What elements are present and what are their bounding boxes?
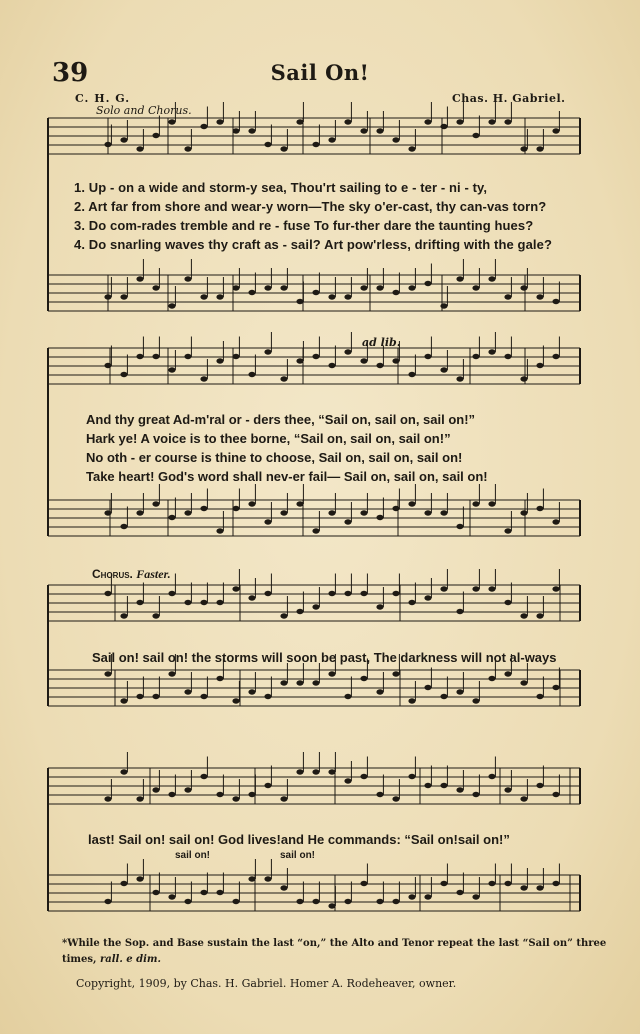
- note-head: [168, 119, 175, 124]
- note-head: [456, 119, 463, 124]
- note-head: [424, 119, 431, 124]
- note-head: [344, 694, 351, 699]
- note-head: [504, 881, 511, 886]
- note-head: [360, 676, 367, 681]
- note-head: [296, 769, 303, 774]
- note-head: [280, 376, 287, 381]
- note-head: [232, 354, 239, 359]
- note-head: [392, 591, 399, 596]
- note-head: [328, 363, 335, 368]
- note-head: [504, 354, 511, 359]
- note-head: [184, 354, 191, 359]
- note-head: [360, 774, 367, 779]
- note-head: [472, 698, 479, 703]
- note-head: [392, 506, 399, 511]
- note-head: [152, 613, 159, 618]
- note-head: [392, 137, 399, 142]
- note-head: [312, 142, 319, 147]
- note-head: [440, 881, 447, 886]
- note-head: [376, 363, 383, 368]
- note-head: [168, 515, 175, 520]
- note-head: [392, 290, 399, 295]
- note-head: [280, 285, 287, 290]
- note-head: [456, 609, 463, 614]
- note-head: [264, 694, 271, 699]
- note-head: [280, 510, 287, 515]
- note-head: [104, 671, 111, 676]
- note-head: [136, 600, 143, 605]
- verse-3-line-1: 3. Do com-rades tremble and re - fuse To fur-ther dare the taunting hues?: [74, 218, 534, 233]
- note-head: [344, 519, 351, 524]
- note-head: [360, 358, 367, 363]
- note-head: [536, 694, 543, 699]
- note-head: [472, 285, 479, 290]
- note-head: [232, 899, 239, 904]
- note-head: [488, 774, 495, 779]
- note-head: [152, 285, 159, 290]
- note-head: [248, 501, 255, 506]
- note-head: [248, 792, 255, 797]
- note-head: [328, 510, 335, 515]
- note-head: [472, 354, 479, 359]
- note-head: [472, 501, 479, 506]
- note-head: [408, 698, 415, 703]
- note-head: [248, 595, 255, 600]
- note-head: [168, 367, 175, 372]
- verse-3-line-2: No oth - er course is thine to choose, Sail on, sail on, sail on!: [86, 450, 463, 465]
- chorus-heading: [92, 567, 171, 582]
- note-head: [440, 124, 447, 129]
- ad-lib-mark: ad lib.: [362, 336, 401, 349]
- note-head: [312, 354, 319, 359]
- note-head: [136, 510, 143, 515]
- note-head: [488, 349, 495, 354]
- note-head: [296, 609, 303, 614]
- note-head: [200, 376, 207, 381]
- copyright-notice: Copyright, 1909, by Chas. H. Gabriel. Homer A. Rodeheaver, owner.: [76, 977, 457, 990]
- note-head: [504, 528, 511, 533]
- note-head: [136, 876, 143, 881]
- note-head: [520, 285, 527, 290]
- verse-4-line-1: 4. Do snarling waves thy craft as - sail? Art pow'rless, drifting with the gale?: [74, 237, 552, 252]
- note-head: [472, 133, 479, 138]
- note-head: [312, 899, 319, 904]
- note-head: [344, 778, 351, 783]
- note-head: [552, 299, 559, 304]
- note-head: [424, 685, 431, 690]
- note-head: [248, 128, 255, 133]
- hymn-title: Sail On!: [270, 60, 370, 85]
- note-head: [152, 694, 159, 699]
- note-head: [264, 591, 271, 596]
- chorus-tempo: Faster.: [136, 567, 171, 581]
- note-head: [536, 363, 543, 368]
- note-head: [488, 586, 495, 591]
- note-head: [184, 146, 191, 151]
- note-head: [168, 792, 175, 797]
- note-head: [216, 294, 223, 299]
- note-head: [264, 285, 271, 290]
- note-head: [360, 128, 367, 133]
- note-head: [488, 501, 495, 506]
- note-head: [120, 372, 127, 377]
- note-head: [280, 885, 287, 890]
- note-head: [296, 899, 303, 904]
- note-head: [232, 285, 239, 290]
- note-head: [232, 506, 239, 511]
- note-head: [472, 894, 479, 899]
- note-head: [408, 285, 415, 290]
- note-head: [280, 796, 287, 801]
- note-head: [216, 119, 223, 124]
- note-head: [488, 119, 495, 124]
- note-head: [104, 591, 111, 596]
- note-head: [408, 146, 415, 151]
- note-head: [504, 294, 511, 299]
- note-head: [120, 881, 127, 886]
- note-head: [184, 689, 191, 694]
- note-head: [408, 774, 415, 779]
- note-head: [552, 354, 559, 359]
- note-head: [264, 783, 271, 788]
- note-head: [472, 792, 479, 797]
- note-head: [328, 137, 335, 142]
- note-head: [424, 595, 431, 600]
- chorus-label: Chorus.: [92, 567, 133, 581]
- note-head: [120, 294, 127, 299]
- note-head: [264, 349, 271, 354]
- note-head: [104, 142, 111, 147]
- note-head: [536, 783, 543, 788]
- note-head: [104, 363, 111, 368]
- note-head: [488, 881, 495, 886]
- note-head: [376, 128, 383, 133]
- tempo-mark: Solo and Chorus.: [96, 104, 192, 117]
- note-head: [376, 899, 383, 904]
- note-head: [520, 680, 527, 685]
- note-head: [408, 600, 415, 605]
- note-head: [104, 294, 111, 299]
- footnote-times: times,: [62, 954, 97, 965]
- note-head: [536, 885, 543, 890]
- note-head: [440, 694, 447, 699]
- hymn-number: 39: [52, 58, 89, 88]
- note-head: [360, 285, 367, 290]
- note-head: [520, 885, 527, 890]
- note-head: [312, 528, 319, 533]
- note-head: [472, 586, 479, 591]
- note-head: [216, 676, 223, 681]
- note-head: [424, 783, 431, 788]
- note-head: [360, 881, 367, 886]
- note-head: [104, 899, 111, 904]
- note-head: [504, 600, 511, 605]
- note-head: [344, 119, 351, 124]
- note-head: [552, 881, 559, 886]
- note-head: [296, 680, 303, 685]
- note-head: [280, 613, 287, 618]
- note-head: [184, 787, 191, 792]
- note-head: [248, 290, 255, 295]
- note-head: [312, 680, 319, 685]
- note-head: [536, 613, 543, 618]
- music-composer: Chas. H. Gabriel.: [452, 92, 566, 105]
- verse-1-line-1: 1. Up - on a wide and storm-y sea, Thou'rt sailing to e - ter - ni - ty,: [74, 180, 488, 195]
- note-head: [104, 796, 111, 801]
- note-head: [440, 586, 447, 591]
- note-head: [552, 792, 559, 797]
- note-head: [552, 586, 559, 591]
- note-head: [456, 890, 463, 895]
- note-head: [280, 680, 287, 685]
- note-head: [152, 787, 159, 792]
- note-head: [200, 774, 207, 779]
- footnote-line-1: *While the Sop. and Base sustain the last “on,” the Alto and Tenor repeat the last “Sail on” three: [62, 938, 607, 949]
- note-head: [248, 372, 255, 377]
- note-head: [520, 146, 527, 151]
- note-head: [216, 528, 223, 533]
- note-head: [232, 586, 239, 591]
- note-head: [536, 146, 543, 151]
- footnote-dynamics: rall. e dim.: [99, 954, 161, 965]
- note-head: [424, 894, 431, 899]
- note-head: [200, 294, 207, 299]
- note-head: [536, 294, 543, 299]
- note-head: [152, 133, 159, 138]
- note-head: [456, 276, 463, 281]
- note-head: [312, 604, 319, 609]
- note-head: [344, 349, 351, 354]
- verse-1-line-2: And thy great Ad-m'ral or - ders thee, “Sail on, sail on, sail on!”: [86, 412, 476, 427]
- note-head: [232, 128, 239, 133]
- note-head: [504, 787, 511, 792]
- note-head: [520, 510, 527, 515]
- note-head: [136, 354, 143, 359]
- note-head: [552, 519, 559, 524]
- note-head: [456, 524, 463, 529]
- note-head: [296, 299, 303, 304]
- note-head: [168, 894, 175, 899]
- note-head: [504, 119, 511, 124]
- note-head: [296, 358, 303, 363]
- note-head: [328, 294, 335, 299]
- note-head: [104, 510, 111, 515]
- note-head: [344, 294, 351, 299]
- note-head: [520, 796, 527, 801]
- note-head: [552, 128, 559, 133]
- note-head: [504, 671, 511, 676]
- note-head: [408, 372, 415, 377]
- note-head: [264, 519, 271, 524]
- note-head: [216, 890, 223, 895]
- note-head: [120, 137, 127, 142]
- note-head: [376, 285, 383, 290]
- note-head: [488, 276, 495, 281]
- note-head: [152, 354, 159, 359]
- note-head: [280, 146, 287, 151]
- note-head: [296, 501, 303, 506]
- note-head: [328, 671, 335, 676]
- note-head: [408, 501, 415, 506]
- note-head: [184, 899, 191, 904]
- note-head: [440, 783, 447, 788]
- note-head: [376, 604, 383, 609]
- note-head: [216, 792, 223, 797]
- note-head: [264, 142, 271, 147]
- note-head: [344, 591, 351, 596]
- note-head: [136, 146, 143, 151]
- chorus-lyric-2: last! Sail on! sail on! God lives!and He commands: “Sail on!sail on!”: [88, 832, 510, 847]
- note-head: [200, 506, 207, 511]
- note-head: [392, 796, 399, 801]
- note-head: [440, 510, 447, 515]
- note-head: [488, 676, 495, 681]
- note-head: [344, 899, 351, 904]
- note-head: [216, 358, 223, 363]
- note-head: [456, 376, 463, 381]
- note-head: [376, 689, 383, 694]
- note-head: [264, 876, 271, 881]
- note-head: [248, 876, 255, 881]
- note-head: [136, 694, 143, 699]
- note-head: [440, 303, 447, 308]
- note-head: [200, 124, 207, 129]
- note-head: [120, 698, 127, 703]
- note-head: [408, 894, 415, 899]
- note-head: [520, 376, 527, 381]
- note-head: [536, 506, 543, 511]
- verse-2-line-1: 2. Art far from shore and wear-y worn—The sky o'er-cast, thy can-vas torn?: [74, 199, 547, 214]
- note-head: [184, 276, 191, 281]
- note-head: [232, 698, 239, 703]
- note-head: [152, 501, 159, 506]
- note-head: [184, 510, 191, 515]
- note-head: [312, 290, 319, 295]
- note-head: [328, 903, 335, 908]
- bass-echo-2: sail on!: [280, 850, 316, 861]
- note-head: [392, 671, 399, 676]
- note-head: [424, 510, 431, 515]
- note-head: [328, 591, 335, 596]
- note-head: [520, 613, 527, 618]
- note-head: [120, 769, 127, 774]
- note-head: [184, 600, 191, 605]
- note-head: [200, 600, 207, 605]
- words-author: C. H. G.: [75, 92, 131, 105]
- note-head: [168, 671, 175, 676]
- note-head: [200, 890, 207, 895]
- note-head: [392, 358, 399, 363]
- note-head: [296, 119, 303, 124]
- note-head: [360, 510, 367, 515]
- note-head: [376, 792, 383, 797]
- note-head: [248, 689, 255, 694]
- note-head: [232, 796, 239, 801]
- note-head: [120, 524, 127, 529]
- note-head: [424, 281, 431, 286]
- verse-4-line-2: Take heart! God's word shall nev-er fail— Sail on, sail on, sail on!: [86, 469, 488, 484]
- note-head: [136, 796, 143, 801]
- note-head: [440, 367, 447, 372]
- note-head: [136, 276, 143, 281]
- footnote-line-2: [62, 954, 161, 965]
- note-head: [312, 769, 319, 774]
- note-head: [456, 787, 463, 792]
- note-head: [168, 591, 175, 596]
- bass-echo-1: sail on!: [175, 850, 211, 861]
- note-head: [120, 613, 127, 618]
- note-head: [424, 354, 431, 359]
- note-head: [392, 899, 399, 904]
- note-head: [168, 303, 175, 308]
- note-head: [376, 515, 383, 520]
- verse-2-line-2: Hark ye! A voice is to thee borne, “Sail on, sail on, sail on!”: [86, 431, 451, 446]
- note-head: [552, 685, 559, 690]
- note-head: [216, 600, 223, 605]
- chorus-lyric-1: Sail on! sail on! the storms will soon be past, The darkness will not al-ways: [92, 650, 557, 665]
- note-head: [328, 769, 335, 774]
- note-head: [456, 689, 463, 694]
- note-head: [152, 890, 159, 895]
- note-head: [200, 694, 207, 699]
- note-head: [360, 591, 367, 596]
